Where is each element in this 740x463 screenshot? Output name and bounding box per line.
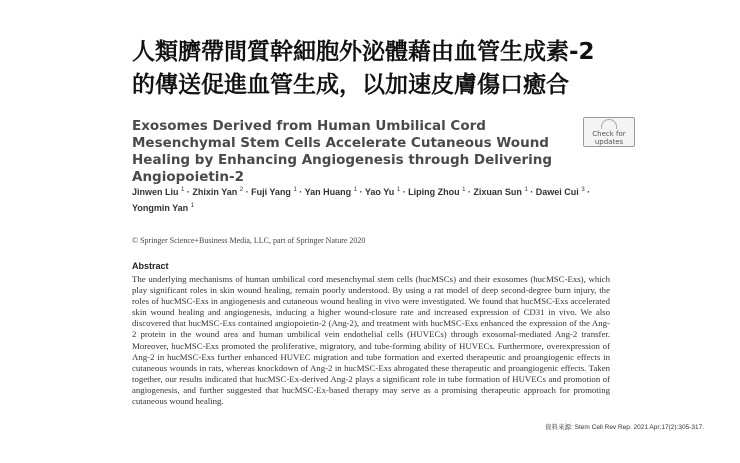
abstract-heading: Abstract (132, 261, 169, 271)
author-affiliation-marker: 1 (181, 187, 185, 193)
author-name[interactable]: Zixuan Sun (473, 187, 522, 197)
author-affiliation-marker: 1 (190, 203, 195, 209)
author-affiliation-marker: 1 (462, 187, 466, 193)
check-for-updates-badge[interactable] (583, 117, 635, 147)
author-name[interactable]: Jinwen Liu (132, 187, 179, 197)
author-name[interactable]: Yao Yu (364, 187, 395, 197)
author-name[interactable]: Yongmin Yan (132, 203, 189, 213)
author-affiliation-marker: 3 (581, 187, 585, 193)
check-for-updates-line-1: Check for (592, 129, 626, 138)
author-affiliation-marker: 1 (293, 187, 297, 193)
author-affiliation-marker: 1 (396, 187, 401, 193)
author-affiliation-marker: 1 (524, 187, 528, 193)
author-list: Jinwen Liu $^1$ · Zhixin Yan $^2$ · Fuji Yang $^1$ · Yan Huang $^1$ · Yao Yu $^1$ · Liping Zhou $^1$ · Zixuan Sun $^1$ · Dawei Cui $^3$ · Yongmin Yan $^1$ (132, 187, 591, 213)
author-name[interactable]: Liping Zhou (408, 187, 460, 197)
author-name[interactable]: Fuji Yang (251, 187, 291, 197)
author-affiliation-marker: 1 (353, 187, 358, 193)
author-name[interactable]: Yan Huang (304, 187, 352, 197)
paper-title: Exosomes Derived from Human Umbilical Cord Mesenchymal Stem Cells Accelerate Cutaneous Wound Healing by Enhancing Angiogenesis through Delivering Angiopoietin-2 (132, 118, 553, 185)
author-name[interactable]: Dawei Cui (535, 187, 579, 197)
chinese-title-line-2: 的傳送促進血管生成，以加速皮膚傷口癒合 (132, 72, 569, 98)
check-for-updates-line-2: updates (594, 137, 624, 146)
abstract-text: The underlying mechanisms of human umbilical cord mesenchymal stem cells (hucMSCs) and their exosomes (hucMSC-Exs), which play significant roles in skin wound healing, remain poorly understood. By using a rat model of deep second-degree burn injury, the roles of hucMSC-Exs in angiogenesis and cutaneous wound healing in vivo were investigated. We found that hucMSC-Exs accelerated skin wound healing and angiogenesis, inducing a higher wound-closure rate and increased expression of CD31 in vivo. We also discovered that hucMSC-Exs contained angiopoietin-2 (Ang-2), and treatment with hucMSC-Exs enhanced the expression of the Ang-2 protein in the wound area and human umbilical vein endothelial cells (HUVECs) through exosomal-mediated Ang-2 transfer. Moreover, hucMSC-Exs promoted the proliferative, migratory, and tube-forming ability of HUVECs. Furthermore, overexpression of Ang-2 in hucMSC-Exs further enhanced HUVEC migration and tube formation and exerted therapeutic and proangiogenic effects in cutaneous wounds in rats, whereas knockdown of Ang-2 in hucMSC-Exs abrogated these therapeutic and proangiogenic effects. Taken together, our results indicated that hucMSC-Ex-derived Ang-2 plays a significant role in tube formation of HUVECs and promotion of angiogenesis, and further suggested that hucMSC-Ex-based therapy may serve as a promising therapeutic approach for promoting cutaneous wound healing. (132, 274, 610, 407)
author-name[interactable]: Zhixin Yan (192, 187, 238, 197)
check-for-updates-icon (601, 119, 617, 129)
copyright-notice: © Springer Science+Business Media, LLC, part of Springer Nature 2020 (132, 236, 366, 245)
author-affiliation-marker: 2 (239, 187, 244, 193)
chinese-title-line-1: 人類臍帶間質幹細胞外泌體藉由血管生成素-2 (132, 39, 595, 65)
chinese-title (132, 36, 602, 102)
source-citation: 資料來源: Stem Cell Rev Rep. 2021 Apr;17(2):305-317. (545, 424, 704, 431)
